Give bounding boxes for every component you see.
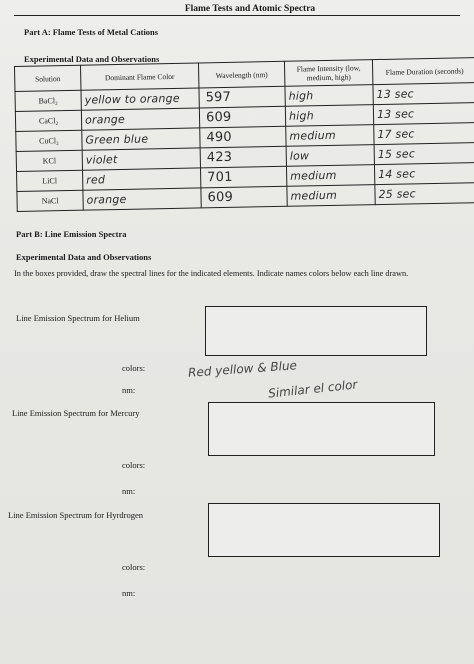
part-b-subheading: Experimental Data and Observations [16, 252, 152, 262]
mercury-spectrum-box[interactable] [208, 402, 435, 456]
duration-cell: 15 sec [374, 143, 474, 165]
mercury-nm-label: nm: [122, 486, 136, 496]
duration-cell: 14 sec [374, 163, 474, 185]
mercury-spectrum-label: Line Emission Spectrum for Mercury [12, 408, 140, 418]
helium-spectrum-box[interactable] [205, 306, 427, 356]
hydrogen-spectrum-label: Line Emission Spectrum for Hyrdrogen [8, 510, 144, 520]
duration-cell: 13 sec [373, 83, 474, 105]
helium-note-handwriting: Similar el color [267, 377, 358, 401]
helium-colors-handwriting: Red yellow & Blue [187, 358, 298, 380]
helium-colors-label: colors: [122, 363, 146, 373]
intensity-cell: high [285, 85, 373, 107]
mercury-colors-label: colors: [122, 460, 146, 470]
solution-cell: NaCl [17, 190, 83, 211]
hydrogen-spectrum-box[interactable] [208, 503, 440, 557]
color-cell: yellow to orange [81, 88, 199, 110]
intensity-cell: medium [286, 125, 374, 147]
duration-cell: 17 sec [374, 123, 474, 145]
color-cell: violet [82, 148, 200, 170]
solution-cell: KCl [16, 150, 82, 171]
color-cell: orange [81, 108, 199, 130]
wavelength-cell: 701 [200, 166, 286, 188]
title-rule [14, 15, 460, 16]
instructions-text: In the boxes provided, draw the spectral lines for the indicated elements. Indicate names colors below each line drawn. [14, 269, 409, 278]
duration-cell: 13 sec [373, 103, 474, 125]
wavelength-cell: 609 [201, 186, 287, 208]
color-cell: Green blue [82, 128, 200, 150]
wavelength-cell: 423 [200, 146, 286, 168]
column-header: Wavelength (nm) [198, 61, 284, 88]
part-b-heading: Part B: Line Emission Spectra [16, 229, 127, 239]
hydrogen-nm-label: nm: [122, 588, 136, 598]
column-header: Solution [15, 65, 81, 91]
flame-test-table [14, 57, 474, 212]
intensity-cell: low [286, 145, 374, 167]
solution-cell: LiCl [17, 170, 83, 191]
intensity-cell: medium [286, 165, 374, 187]
wavelength-cell: 609 [199, 106, 285, 128]
solution-cell: BaCl₂ [15, 90, 81, 111]
intensity-cell: medium [287, 185, 375, 207]
part-a-subheading: Experimental Data and Observations [24, 54, 160, 64]
solution-cell: CaCl₂ [15, 110, 81, 131]
intensity-cell: high [285, 105, 373, 127]
solution-cell: CuCl₂ [16, 130, 82, 151]
column-header: Dominant Flame Color [80, 63, 198, 90]
wavelength-cell: 490 [200, 126, 286, 148]
duration-cell: 25 sec [375, 183, 474, 205]
wavelength-cell: 597 [199, 86, 285, 108]
color-cell: orange [83, 188, 201, 210]
page-title: Flame Tests and Atomic Spectra [184, 4, 316, 14]
helium-spectrum-label: Line Emission Spectrum for Helium [16, 313, 140, 323]
helium-nm-label: nm: [122, 385, 136, 395]
column-header: Flame Intensity (low, medium, high) [284, 60, 372, 87]
column-header: Flame Duration (seconds) [372, 58, 474, 85]
hydrogen-colors-label: colors: [122, 562, 146, 572]
color-cell: red [83, 168, 201, 190]
part-a-heading: Part A: Flame Tests of Metal Cations [24, 27, 159, 37]
